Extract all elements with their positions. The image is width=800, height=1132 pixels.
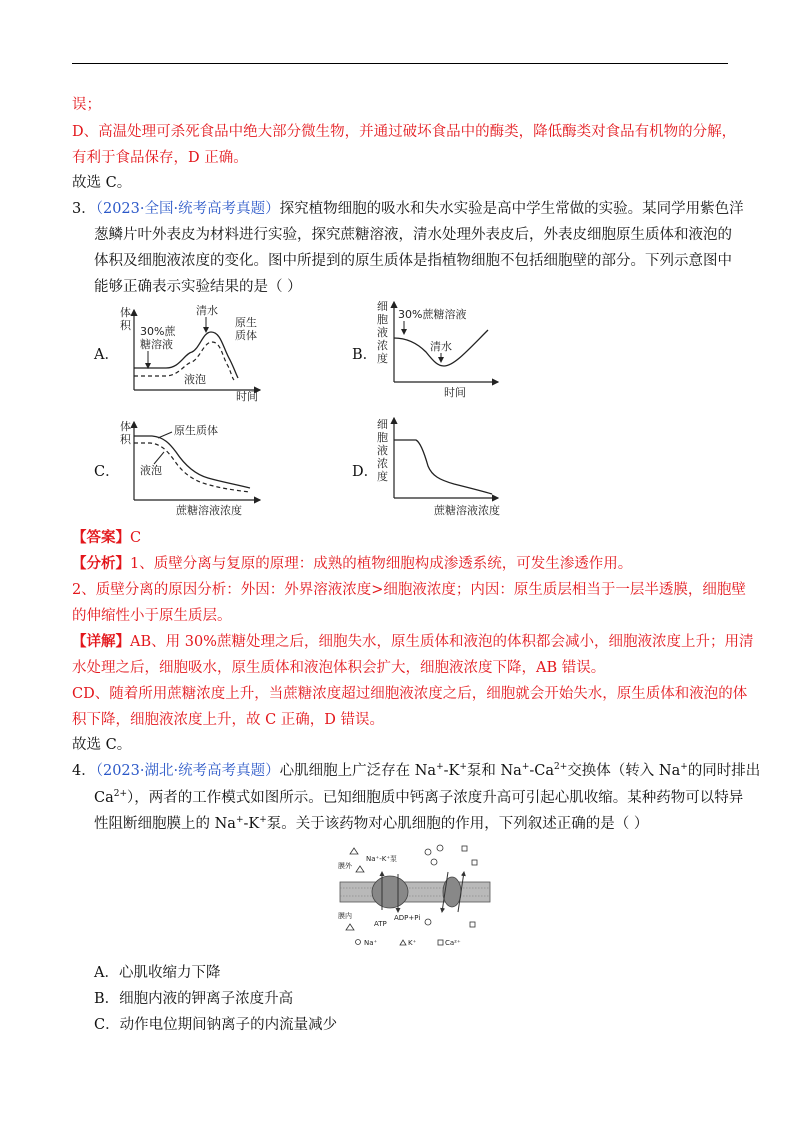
q4-stem-1a: 心肌细胞上广泛存在 Na	[279, 763, 437, 779]
q3-first-line	[72, 199, 744, 219]
d-ylabel-1: 细	[377, 418, 388, 431]
q4-pump-label: Na⁺-K⁺泵	[366, 855, 398, 863]
q4-na-ion	[431, 859, 437, 865]
a-series2-label: 液泡	[184, 373, 206, 386]
q4-inside-label: 膜内	[338, 912, 352, 920]
q4-legend-na-symbol	[356, 940, 361, 945]
q4-sup: +	[680, 762, 688, 773]
q3-option-d-graph	[374, 414, 504, 520]
q4-k-ion	[356, 866, 364, 872]
q4-stem-3c: 泵。关于该药物对心肌细胞的作用，下列叙述正确的是（ ）	[266, 816, 649, 832]
q3-option-a-graph	[118, 302, 268, 402]
c-ylabel-1: 体	[120, 420, 131, 433]
d-ylabel-5: 度	[377, 470, 388, 483]
a-annot-2: 糖溶液	[140, 338, 173, 351]
q3-detail-2: 水处理之后，细胞吸水，原生质体和液泡体积会扩大，细胞液浓度下降，AB 错误。	[72, 660, 606, 676]
a-ylabel-2: 积	[120, 319, 131, 332]
a-series1-label-1: 原生	[235, 316, 257, 329]
q4-legend-na: Na⁺	[364, 939, 378, 947]
c-series1-label: 原生质体	[174, 424, 218, 437]
q4-exchanger-protein	[443, 877, 461, 907]
q4-number: 4．	[72, 763, 96, 779]
q4-legend-ca: Ca²⁺	[445, 939, 461, 947]
q3-source: （2023·全国·统考高考真题）	[95, 201, 280, 217]
a-annot-1: 30%蔗	[140, 325, 176, 338]
q3-analysis-tag: 【分析】	[72, 555, 130, 572]
q4-na-ion	[425, 849, 431, 855]
q4-stem-2a: Ca	[94, 790, 114, 806]
q4-stem-1c: 泵和 Na	[466, 763, 522, 779]
q4-membrane	[340, 882, 490, 902]
q4-k-ion	[350, 848, 358, 854]
prev-line-2: D、高温处理可杀死食品中绝大部分微生物，并通过破坏食品中的酶类，降低酶类对食品有机物的分解，	[72, 124, 737, 140]
q4-line-2	[94, 788, 743, 808]
q3-detail-line-1	[72, 632, 753, 652]
a-series1-label-2: 质体	[235, 329, 257, 342]
q4-ca-ion	[472, 860, 477, 865]
q3-detail-3: CD、随着所用蔗糖浓度上升，当蔗糖浓度超过细胞液浓度之后，细胞就会开始失水，原生质体和液泡的体	[72, 686, 748, 702]
c-protoplast-curve	[134, 436, 250, 488]
a-ylabel-1: 体	[120, 306, 131, 319]
b-ylabel-1: 细	[377, 300, 388, 313]
q4-legend-k-symbol	[400, 940, 406, 945]
q3-option-a-label: A．	[94, 347, 119, 363]
q3-analysis-1: 1、质壁分离与复原的原理：成熟的植物细胞构成渗透系统，可发生渗透作用。	[130, 556, 633, 572]
q3-option-b-label: B．	[352, 347, 378, 363]
q4-stem-1e: 交换体（转入 Na	[567, 763, 681, 779]
q3-stem-2: 葱鳞片叶外表皮为材料进行实验，探究蔗糖溶液，清水处理外表皮后，外表皮细胞原生质体和液泡的	[94, 227, 732, 243]
q4-stem-3a: 性阻断细胞膜上的 Na	[94, 816, 236, 832]
b-top-label: 清水	[430, 340, 452, 353]
q3-conclusion: 故选 C。	[72, 737, 132, 753]
q3-option-c-graph	[118, 416, 268, 520]
c-series1-pointer	[158, 432, 172, 438]
q3-stem-4: 能够正确表示实验结果的是（ ）	[94, 279, 302, 295]
q4-sup: +	[521, 762, 530, 773]
q3-option-b-graph	[374, 296, 504, 400]
b-ylabel-3: 液	[377, 326, 388, 339]
q4-sup: +	[436, 762, 444, 773]
b-annot: 30%蔗糖溶液	[398, 308, 467, 321]
prev-line-3: 有利于食品保存，D 正确。	[72, 150, 248, 166]
q3-detail-4: 积下降，细胞液浓度上升，故 C 正确，D 错误。	[72, 712, 385, 728]
q4-stem-1b: -K	[443, 763, 460, 779]
q3-answer: C	[130, 530, 142, 546]
q4-ca-ion	[470, 922, 475, 927]
header-rule	[72, 63, 728, 64]
prev-conclusion: 故选 C。	[72, 175, 132, 191]
q3-detail-tag: 【详解】	[72, 633, 130, 650]
d-ylabel-4: 浓	[377, 457, 388, 470]
q4-sup: +	[459, 762, 467, 773]
q4-na-ion	[437, 845, 443, 851]
q4-k-ion	[346, 924, 354, 930]
c-ylabel-2: 积	[120, 433, 131, 446]
q4-outside-label: 膜外	[338, 862, 352, 870]
d-xlabel: 蔗糖溶液浓度	[434, 504, 500, 517]
c-series2-label: 液泡	[140, 464, 162, 477]
q4-sup: +	[259, 815, 267, 826]
q4-sup: 2+	[554, 762, 568, 773]
q4-line-3	[94, 814, 648, 834]
d-ylabel-3: 液	[377, 444, 388, 457]
b-ylabel-2: 胞	[377, 313, 388, 326]
q4-adp-label: ADP+Pi	[394, 914, 421, 922]
q3-stem-3: 体积及细胞液浓度的变化。图中所提到的原生质体是指植物细胞不包括细胞壁的部分。下列示意图中	[94, 253, 732, 269]
q4-legend-ca-symbol	[438, 940, 443, 945]
q4-na-ion	[425, 919, 431, 925]
b-ylabel-5: 度	[377, 352, 388, 365]
a-top-label: 清水	[196, 304, 218, 317]
q3-answer-line	[72, 528, 141, 548]
q4-first-line	[72, 761, 760, 781]
q4-ca-ion	[462, 846, 467, 851]
q3-stem-1: 探究植物细胞的吸水和失水实验是高中学生常做的实验。某同学用紫色洋	[279, 201, 744, 217]
q4-stem-3b: -K	[243, 816, 260, 832]
q4-option-b: B．细胞内液的钾离子浓度升高	[94, 991, 294, 1007]
b-ylabel-4: 浓	[377, 339, 388, 352]
q4-pump-protein	[372, 876, 408, 908]
q4-stem-1f: 的同时排出	[687, 763, 761, 779]
q3-option-d-label: D．	[352, 464, 379, 480]
q4-option-a: A．心肌收缩力下降	[94, 965, 221, 981]
q4-source: （2023·湖北·统考高考真题）	[95, 763, 280, 779]
b-xlabel: 时间	[444, 386, 466, 399]
q3-answer-tag: 【答案】	[72, 529, 130, 546]
q3-analysis-2: 2、质壁分离的原因分析：外因：外界溶液浓度>细胞液浓度；内因：原生质层相当于一层半透膜，细胞壁	[72, 582, 746, 598]
prev-line-1: 误；	[72, 97, 101, 113]
q4-option-c: C．动作电位期间钠离子的内流量减少	[94, 1017, 338, 1033]
q4-sup: 2+	[113, 789, 128, 800]
q4-membrane-diagram	[336, 838, 496, 950]
q4-legend-k: K⁺	[408, 939, 417, 947]
q4-sup: +	[235, 815, 244, 826]
q3-analysis-3: 的伸缩性小于原生质层。	[72, 608, 232, 624]
q4-atp-label: ATP	[374, 920, 387, 928]
q3-option-c-label: C．	[94, 464, 120, 480]
a-xlabel: 时间	[236, 390, 258, 402]
q3-number: 3．	[72, 201, 96, 217]
c-series2-pointer	[154, 452, 164, 464]
q3-analysis-line-1	[72, 554, 632, 574]
q4-stem-1d: -Ca	[529, 763, 555, 779]
q4-stem-2b: ），两者的工作模式如图所示。已知细胞质中钙离子浓度升高可引起心肌收缩。某种药物可以特异	[127, 790, 744, 806]
c-xlabel: 蔗糖溶液浓度	[176, 504, 242, 517]
d-curve	[394, 440, 492, 494]
q3-detail-1: AB、用 30%蔗糖处理之后，细胞失水，原生质体和液泡的体积都会减小，细胞液浓度上升；用清	[130, 634, 754, 650]
d-ylabel-2: 胞	[377, 431, 388, 444]
